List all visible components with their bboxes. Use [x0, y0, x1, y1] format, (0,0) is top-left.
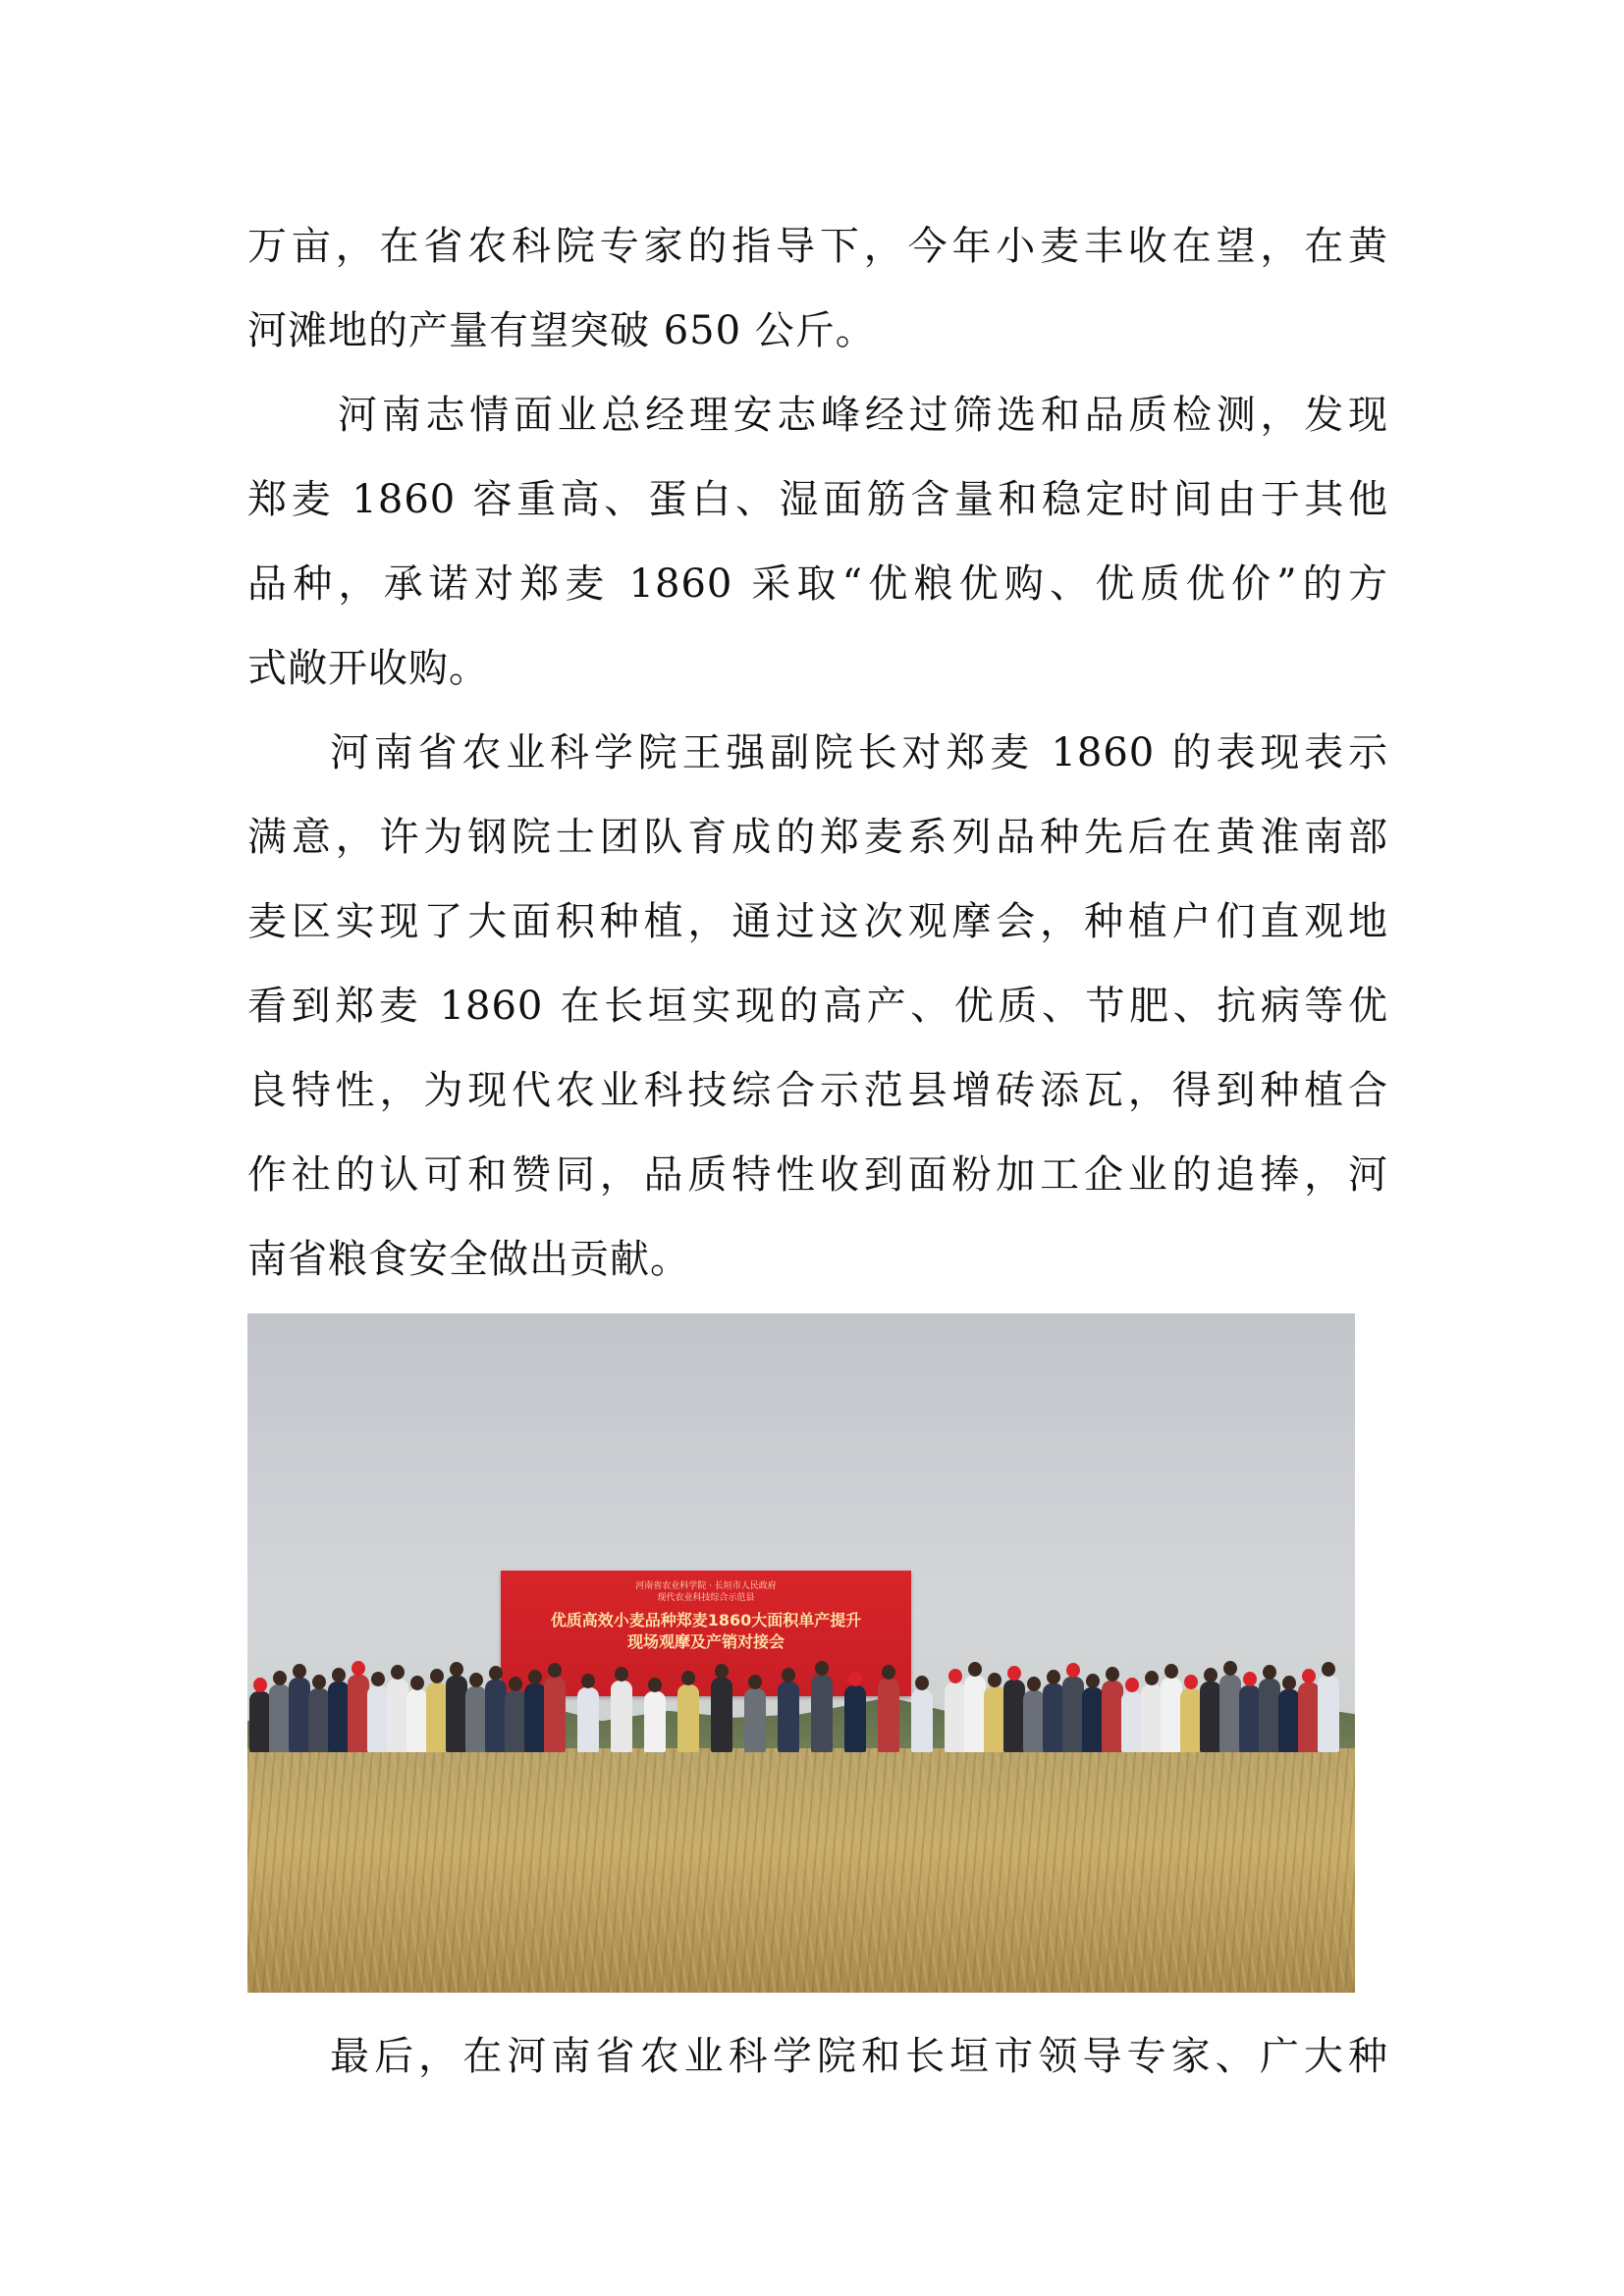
crowd-person [1082, 1687, 1104, 1752]
crowd-person [844, 1685, 866, 1752]
paragraph-line: 河南省农业科学院王强副院长对郑麦 1860 的表现表示 [330, 730, 1388, 775]
crowd-person [611, 1681, 632, 1752]
crowd-person [328, 1682, 350, 1752]
crowd-person [677, 1684, 699, 1752]
paragraph-3 [247, 711, 1388, 1302]
banner-title: 现场观摩及产销对接会 [626, 1632, 785, 1651]
crowd-person [644, 1691, 666, 1752]
paragraph-line: 河南志情面业总经理安志峰经过筛选和品质检测，发现 [338, 393, 1388, 438]
banner-line: 现代农业科技综合示范县 [657, 1593, 755, 1603]
photo-wheat-field [247, 1748, 1355, 1993]
crowd-person [505, 1690, 526, 1752]
crowd-person [1023, 1690, 1045, 1752]
crowd-person [1278, 1689, 1300, 1752]
crowd-person [984, 1686, 1005, 1752]
paragraph-line: 满意，许为钢院士团队育成的郑麦系列品种先后在黄淮南部 [247, 815, 1388, 860]
crowd-person [945, 1682, 966, 1752]
crowd-person [308, 1688, 330, 1752]
banner-title: 优质高效小麦品种郑麦1860大面积单产提升 [550, 1611, 862, 1629]
paragraph-4 [247, 2014, 1388, 2099]
crowd-person [387, 1679, 408, 1752]
crowd-person [249, 1691, 271, 1752]
paragraph-1 [247, 204, 1388, 373]
crowd-person [1298, 1682, 1320, 1752]
paragraph-line: 南省粮食安全做出贡献。 [247, 1237, 690, 1282]
paragraph-line: 河滩地的产量有望突破 650 公斤。 [247, 308, 876, 353]
paragraph-line: 郑麦 1860 容重高、蛋白、湿面筋含量和稳定时间由于其他 [247, 477, 1388, 522]
crowd-person [426, 1682, 448, 1752]
crowd-person [1259, 1679, 1280, 1752]
crowd-person [711, 1678, 732, 1752]
crowd-person [778, 1682, 799, 1752]
paragraph-line: 最后，在河南省农业科学院和长垣市领导专家、广大种 [330, 2034, 1388, 2079]
crowd-person [1141, 1684, 1163, 1752]
paragraph-line: 式敞开收购。 [247, 646, 489, 691]
crowd-person [577, 1687, 599, 1752]
crowd-person [269, 1684, 291, 1752]
crowd-person [406, 1689, 428, 1752]
crowd-person [485, 1680, 507, 1752]
crowd-person [1003, 1680, 1025, 1752]
crowd-person [1180, 1688, 1202, 1752]
crowd-person [911, 1689, 933, 1752]
crowd-person [811, 1675, 833, 1752]
paragraph-line: 看到郑麦 1860 在长垣实现的高产、优质、节肥、抗病等优 [247, 984, 1388, 1029]
crowd-person [465, 1686, 487, 1752]
crowd-person [1239, 1685, 1261, 1752]
crowd-person [367, 1685, 389, 1752]
event-photo [247, 1313, 1355, 1993]
paragraph-2 [247, 373, 1388, 711]
banner-line: 河南省农业科学院 · 长垣市人民政府 [635, 1581, 777, 1591]
crowd-person [1161, 1678, 1182, 1752]
crowd-person [1043, 1683, 1064, 1752]
paragraph-line: 万亩，在省农科院专家的指导下，今年小麦丰收在望，在黄 [247, 224, 1388, 269]
paragraph-line: 麦区实现了大面积种植，通过这次观摩会，种植户们直观地 [247, 899, 1388, 944]
crowd-person [1102, 1681, 1123, 1752]
crowd-person [1200, 1682, 1221, 1752]
crowd-person [1121, 1691, 1143, 1752]
paragraph-line: 品种，承诺对郑麦 1860 采取“优粮优购、优质优价”的方 [247, 561, 1388, 607]
paragraph-line: 良特性，为现代农业科技综合示范县增砖添瓦，得到种植合 [247, 1068, 1388, 1113]
crowd-person [289, 1678, 310, 1752]
crowd-person [744, 1688, 766, 1752]
crowd-person [544, 1677, 566, 1752]
crowd-person [348, 1675, 369, 1752]
crowd-person [446, 1676, 467, 1752]
crowd-person [1219, 1675, 1241, 1752]
crowd-person [878, 1679, 899, 1752]
photo-crowd [247, 1659, 1355, 1752]
crowd-person [1062, 1677, 1084, 1752]
crowd-person [524, 1683, 546, 1752]
crowd-person [1318, 1676, 1339, 1752]
paragraph-line: 作社的认可和赞同，品质特性收到面粉加工企业的追捧，河 [247, 1152, 1388, 1198]
crowd-person [964, 1676, 986, 1752]
